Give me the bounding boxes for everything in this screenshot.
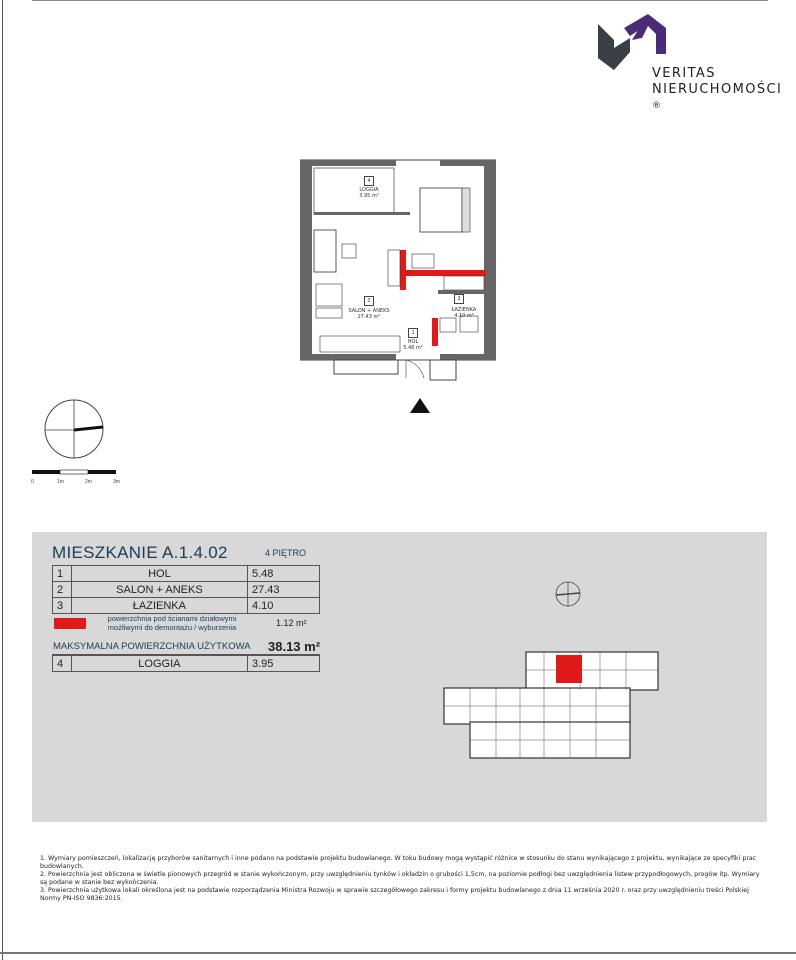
footnote-2: 2. Powierzchnia jest obliczona w świetle pionowych przegród w stanie wykończonym, przy uwzględnieniu tynków i okładzin o grubości 1,5cm, na poziomie podłogi bez uwzględnienia listew przypodłogowych, progów itp. Wymiary są podane w stanie bez wykończenia.	[40, 871, 760, 886]
brand-line-2: NIERUCHOMOŚCI	[652, 82, 783, 97]
room-name-cell: HOL	[71, 566, 247, 582]
room-num-cell: 2	[53, 582, 72, 598]
room-name-bathroom: ŁAZIENKA	[451, 307, 477, 313]
room-num-cell: 3	[53, 598, 72, 614]
scale-label-2m: 2m	[85, 479, 92, 485]
room-label-bathroom	[444, 307, 484, 319]
scale-label-1m: 1m	[57, 479, 64, 485]
room-label-salon	[340, 308, 398, 320]
frame-left-line	[2, 0, 3, 960]
loggia-table	[52, 655, 320, 672]
room-num-cell: 1	[53, 566, 72, 582]
room-area-cell: 5.48	[247, 566, 319, 582]
room-area-cell: 27.43	[247, 582, 319, 598]
apartment-floor: 4 PIĘTRO	[265, 548, 307, 558]
registered-mark: ®	[652, 101, 663, 111]
room-label-loggia	[352, 187, 386, 199]
footnote-3: 3. Powierzchnia użytkowa lokali określona jest na podstawie rozporządzenia Ministra Rozwoju w sprawie szczegółowego zakresu i formy projektu budowlanego z dnia 11 września 2020 r. oraz przy uwzględnieniu treści Polskiej Normy PN-ISO 9836:2015.	[40, 887, 749, 902]
footnote-1: 1. Wymiary pomieszczeń, lokalizację przyborów sanitarnych i inne podano na podstawie projektu budowlanego. W toku budowy mogą wystąpić różnice w stosunku do stanu wynikającego z projektu, wynikające ze specyfiki prac budowlanych.	[40, 855, 757, 870]
footnotes	[40, 855, 760, 903]
room-label-hall	[400, 339, 426, 351]
room-name-loggia: LOGGIA	[359, 187, 379, 193]
brand-name	[652, 66, 796, 118]
room-number-loggia: 4	[364, 176, 374, 186]
room-area-cell: 4.10	[247, 598, 319, 614]
room-area-loggia: 3.95 m²	[359, 193, 379, 199]
frame-top-line	[32, 0, 768, 1]
legend-text: powierzchnia pod ścianami działowymi możliwymi do demontażu / wyburzenia	[107, 614, 237, 632]
room-number-bathroom: 3	[454, 294, 464, 304]
loggia-num-cell: 4	[53, 656, 72, 672]
mini-compass-icon	[554, 580, 582, 608]
scale-label-3m: 3m	[113, 479, 120, 485]
loggia-area-cell: 3.95	[247, 656, 319, 672]
table-row	[53, 582, 320, 598]
room-area-hall: 5.48 m²	[403, 345, 423, 351]
room-area-salon: 27.43 m²	[357, 314, 381, 320]
frame-bottom-line	[0, 952, 796, 954]
room-name-cell: ŁAZIENKA	[71, 598, 247, 614]
scale-bar	[30, 468, 130, 488]
table-row	[53, 598, 320, 614]
room-name-hall: HOL	[407, 339, 419, 345]
brand-line-1: VERITAS	[652, 66, 716, 81]
scale-label-0: 0	[31, 479, 34, 485]
rooms-table	[52, 565, 320, 614]
building-key-plan	[440, 650, 660, 762]
room-number-hall: 1	[408, 328, 418, 338]
table-row	[53, 566, 320, 582]
apartment-title: MIESZKANIE A.1.4.02	[52, 543, 228, 562]
floor-plan	[300, 158, 496, 383]
max-area-value: 38.13 m²	[268, 639, 321, 654]
table-row	[53, 656, 320, 672]
legend-swatch	[54, 618, 86, 629]
room-area-bathroom: 4.10 m²	[454, 313, 474, 319]
room-name-cell: SALON + ANEKS	[71, 582, 247, 598]
compass-icon	[43, 398, 105, 460]
room-number-salon: 2	[364, 296, 374, 306]
entry-arrow-icon	[410, 398, 430, 413]
loggia-name-cell: LOGGIA	[71, 656, 247, 672]
room-name-salon: SALON + ANEKS	[348, 308, 390, 314]
max-area-label: MAKSYMALNA POWIERZCHNIA UŻYTKOWA	[53, 641, 251, 652]
legend-value: 1.12 m²	[276, 618, 307, 628]
